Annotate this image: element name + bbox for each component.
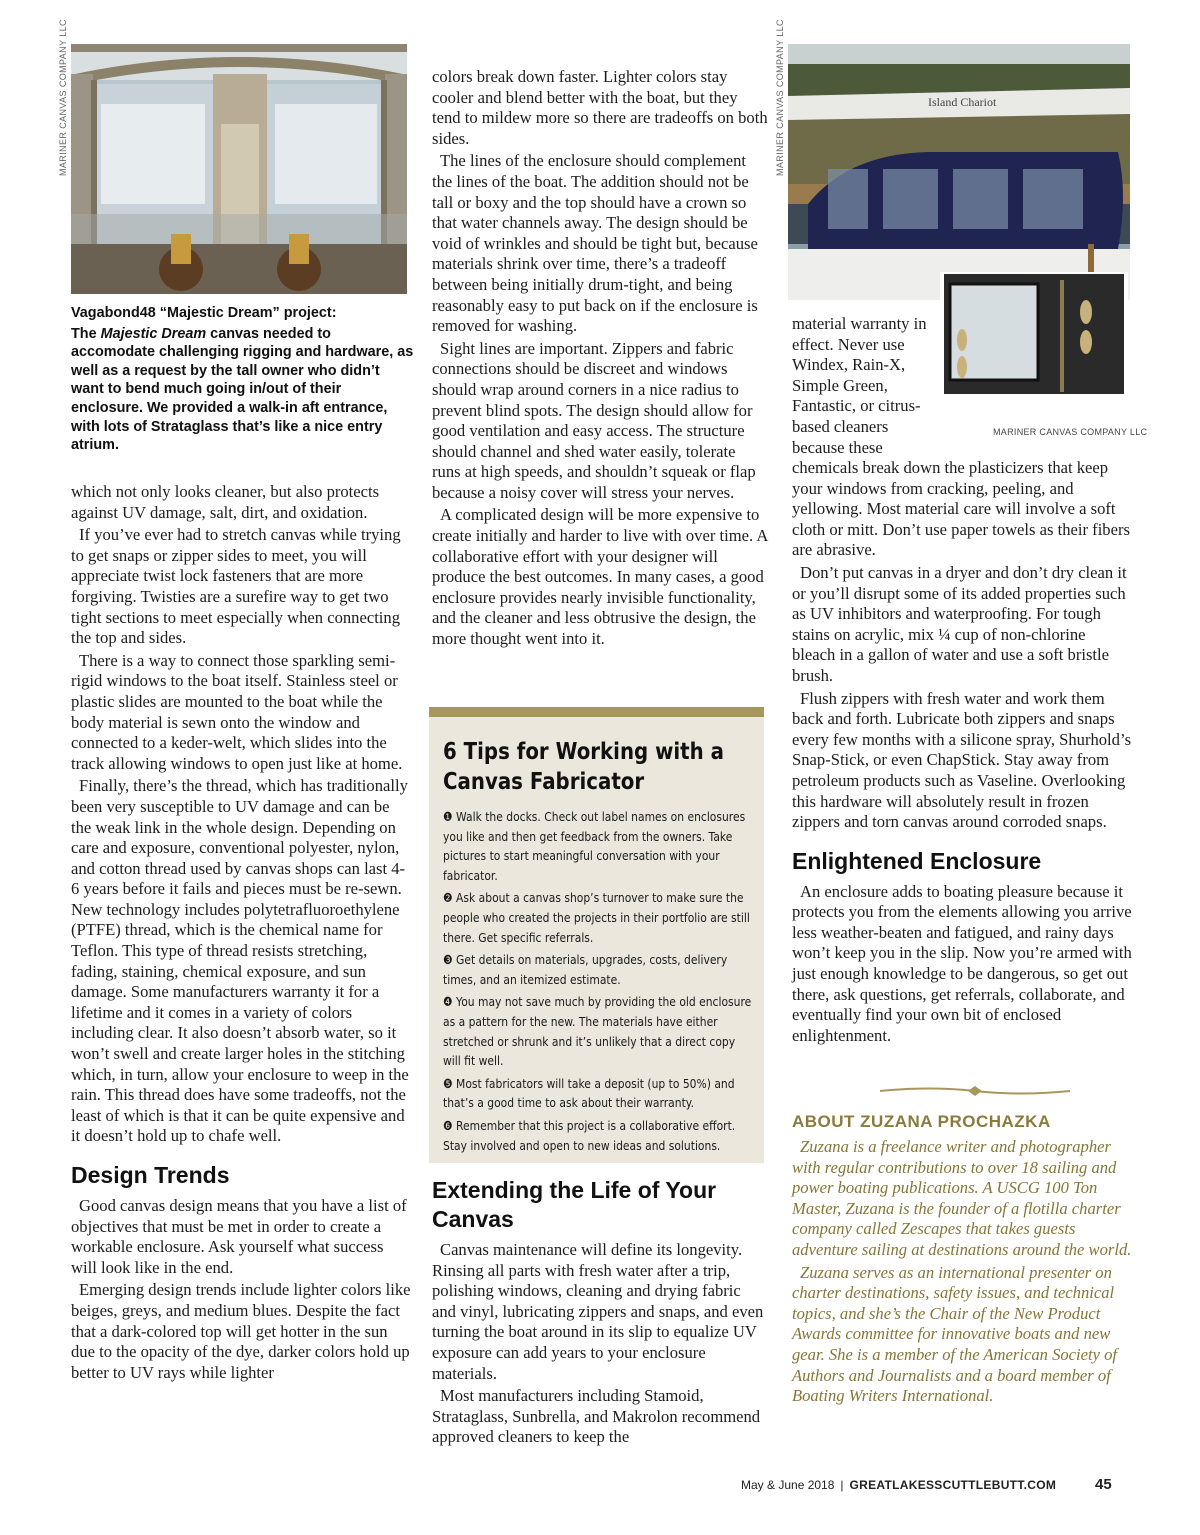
tips-title: 6 Tips for Working with a Canvas Fabricator — [443, 739, 724, 795]
article-paragraph: Sight lines are important. Zippers and fabric connections should be discreet and windows should wrap around corners in a nice radius to prevent blind spots. The design should allow for good ventilation and easy access. The structure should channel and shed water easily, tolerate runs at high speeds, and shouldn’t squeak or flap because a noisy cover will stress your nerves. — [432, 338, 756, 502]
about-author-bio — [792, 1137, 1137, 1407]
window-inset-image — [940, 272, 1128, 422]
tips-list — [443, 807, 755, 1158]
article-paragraph: Most manufacturers including Stamoid, Strataglass, Sunbrella, and Makrolon recommend approved cleaners to keep the — [432, 1386, 761, 1447]
enclosure-photo-left — [71, 44, 407, 294]
article-paragraph: chemicals break down the plasticizers that keep your windows from cracking, peeling, and yellowing. Most material care will involve a soft cloth or mitt. Don’t use paper towels as their fibers are abrasive. — [792, 458, 1130, 560]
article-paragraph: There is a way to connect those sparkling semi-rigid windows to the boat itself. Stainless steel or plastic slides are mounted to the boat while the body material is sewn onto the window and connected to a keder-welt, which slides into the track allowing windows to open just like at home. — [71, 650, 403, 773]
article-paragraph: colors break down faster. Lighter colors stay cooler and blend better with the boat, but they tend to mildew more so there are tradeoffs on both sides. — [432, 67, 768, 148]
section-heading-extending: Extending the Life of Your Canvas — [432, 1177, 717, 1232]
tip-item: ❷ Ask about a canvas shop’s turnover to make sure the people who created the projects in their portfolio are still there. Get specific referrals. — [443, 890, 750, 945]
enclosure-photo-left-image — [71, 44, 407, 294]
boat-photo-right — [788, 44, 1130, 300]
photo-credit-left: MARINER CANVAS COMPANY LLC — [58, 19, 68, 176]
website-url: GREATLAKESSCUTTLEBUTT.COM — [849, 1478, 1057, 1492]
tips-sidebar-box — [429, 707, 764, 1163]
tip-item: ❺ Most fabricators will take a deposit (up to 50%) and that’s a good time to ask about their warranty. — [443, 1075, 735, 1111]
page-number: 45 — [1095, 1476, 1112, 1493]
tip-item: ❸ Get details on materials, upgrades, costs, delivery times, and an itemized estimate. — [443, 952, 728, 987]
tip-item: ❹ You may not save much by providing the old enclosure as a pattern for the new. The materials have either stretched or shrunk and it’s unlikely that a direct copy will fit well. — [443, 994, 752, 1069]
photo-credit-right: MARINER CANVAS COMPANY LLC — [775, 19, 785, 176]
article-paragraph: Flush zippers with fresh water and work them back and forth. Lubricate both zippers and snaps every few months with a silicone spray, Shurhold’s Snap-Stick, or even ChapStick. Stay away from petroleum products such as Vaseline. Overlooking this hardware will absolutely result in frozen zippers and torn canvas around corroded snaps. — [792, 688, 1132, 832]
column-3-inset-text — [792, 314, 932, 458]
article-paragraph: which not only looks cleaner, but also protects against UV damage, salt, dirt, and oxidation. — [71, 482, 380, 522]
section-heading-enlightened: Enlightened Enclosure — [792, 847, 1042, 874]
article-paragraph: Good canvas design means that you have a list of objectives that must be met in order to create a workable enclosure. Ask yourself what success will look like in the end. — [71, 1196, 407, 1277]
bio-paragraph: Zuzana is a freelance writer and photographer with regular contributions to over 18 sailing and power boating publications. A USCG 100 Ton Master, Zuzana is the founder of a flotilla charter company called Zescapes that takes guests adventure sailing at destinations around the world. — [792, 1137, 1132, 1259]
boat-photo-right-image — [788, 44, 1130, 300]
photo-credit-inset: MARINER CANVAS COMPANY LLC — [993, 427, 1148, 437]
tip-item: ❶ Walk the docks. Check out label names on enclosures you like and then get feedback from the owners. Take pictures to start meaningful conversation with your fabricator. — [443, 809, 746, 883]
caption-title: Vagabond48 “Majestic Dream” project: — [71, 305, 337, 321]
article-paragraph: material warranty in effect. Never use Windex, Rain-X, Simple Green, Fantastic, or citrus-based cleaners because these — [792, 314, 927, 457]
article-paragraph: Emerging design trends include lighter colors like beiges, greys, and medium blues. Despite the fact that a dark-colored top will get hotter in the sun due to the opacity of the dye, darker colors hold up better to UV rays while lighter — [71, 1280, 411, 1382]
issue-date: May & June 2018 — [741, 1478, 835, 1492]
article-column-2 — [432, 67, 768, 650]
section-heading-design-trends: Design Trends — [71, 1162, 230, 1188]
article-column-3 — [792, 458, 1132, 1046]
article-paragraph: Finally, there’s the thread, which has traditionally been very susceptible to UV damage and can be the weak link in the whole design. Depending on care and exposure, conventional polyester, nylon, and cotton thread used by canvas shops can last 4-6 years before it fails and pieces must be re-sewn. New technology includes polytetrafluoroethylene (PTFE) thread, which is the chemical name for Teflon. This type of thread resists stretching, fading, staining, chemical exposure, and sun damage. Some manufacturers warranty it for a lifetime and it comes in a variety of colors including clear. It also doesn’t absorb water, so it won’t swell and create larger holes in the stitching which, in turn, allow your enclosure to weep in the rain. This thread does have some tradeoffs, not the least of which is that it can be quite expensive and it doesn’t hold up to chafe well. — [71, 776, 409, 1146]
page-footer: May & June 2018 | GREATLAKESSCUTTLEBUTT.COM 45 — [741, 1476, 1112, 1493]
window-inset-photo — [940, 272, 1128, 422]
article-paragraph: Canvas maintenance will define its longevity. Rinsing all parts with fresh water after a trip, polishing windows, cleaning and drying fabric and vinyl, lubricating zippers and snaps, and even turning the boat around in its slip to equalize UV exposure can add years to your enclosure materials. — [432, 1240, 764, 1383]
article-paragraph: An enclosure adds to boating pleasure because it protects you from the elements allowing you arrive less weather-beaten and fatigued, and rainy days won’t keep you in the slip. Now you’re armed with just enough knowledge to be dangerous, so get out there, ask questions, get referrals, collaborate, and eventually find your own bit of enclosed enlightenment. — [792, 881, 1132, 1045]
divider-ornament — [880, 1084, 1070, 1098]
article-paragraph: A complicated design will be more expensive to create initially and harder to live with over time. A collaborative effort with your designer will produce the best outcomes. In many cases, a good enclosure provides nearly invisible functionality, and the cleaner and less obtrusive the design, the more thought went into it. — [432, 505, 768, 649]
bio-paragraph: Zuzana serves as an international presenter on charter destinations, safety issues, and technical topics, and she’s the Chair of the New Product Awards committee for innovative boats and new gear. She is a member of the American Society of Authors and Journalists and a board member of Boating Writers International. — [792, 1262, 1118, 1406]
extending-section — [432, 1176, 768, 1448]
about-author-heading: ABOUT ZUZANA PROCHAZKA — [792, 1112, 1051, 1131]
article-paragraph: The lines of the enclosure should complement the lines of the boat. The addition should not be tall or boxy and the top should have a crown so that water channels away. The design should be void of wrinkles and should be tight but, because materials shrink over time, there’s a tradeoff between being initially drum-tight, and being reasonably easy to put back on if the enclosure is removed for washing. — [432, 151, 758, 336]
article-paragraph: If you’ve ever had to stretch canvas while trying to get snaps or zipper sides to meet, you will appreciate twist lock fasteners that are more forgiving. Twisties are a surefire way to get two tight sections to meet especially when connecting the top and sides. — [71, 525, 401, 648]
boat-name-text: Island Chariot — [928, 95, 997, 109]
article-paragraph: Don’t put canvas in a dryer and don’t dry clean it or you’ll disrupt some of its added properties such as UV inhibitors and waterproofing. For tough stains on acrylic, mix ¼ cup of non-chlorine bleach in a gallon of water and use a soft bristle brush. — [792, 562, 1127, 685]
article-column-1 — [71, 482, 411, 1383]
caption-text: The Majestic Dream canvas needed to accomodate challenging rigging and hardware, as well as a request by the tall owner who didn’t want to bend much going in/out of their enclosure. We provided a walk-in aft entrance, with lots of Strataglass that’s like a nice entry atrium. — [71, 325, 414, 454]
photo-caption — [71, 304, 416, 455]
tip-item: ❻ Remember that this project is a collaborative effort. Stay involved and open to new ideas and solutions. — [443, 1117, 736, 1153]
